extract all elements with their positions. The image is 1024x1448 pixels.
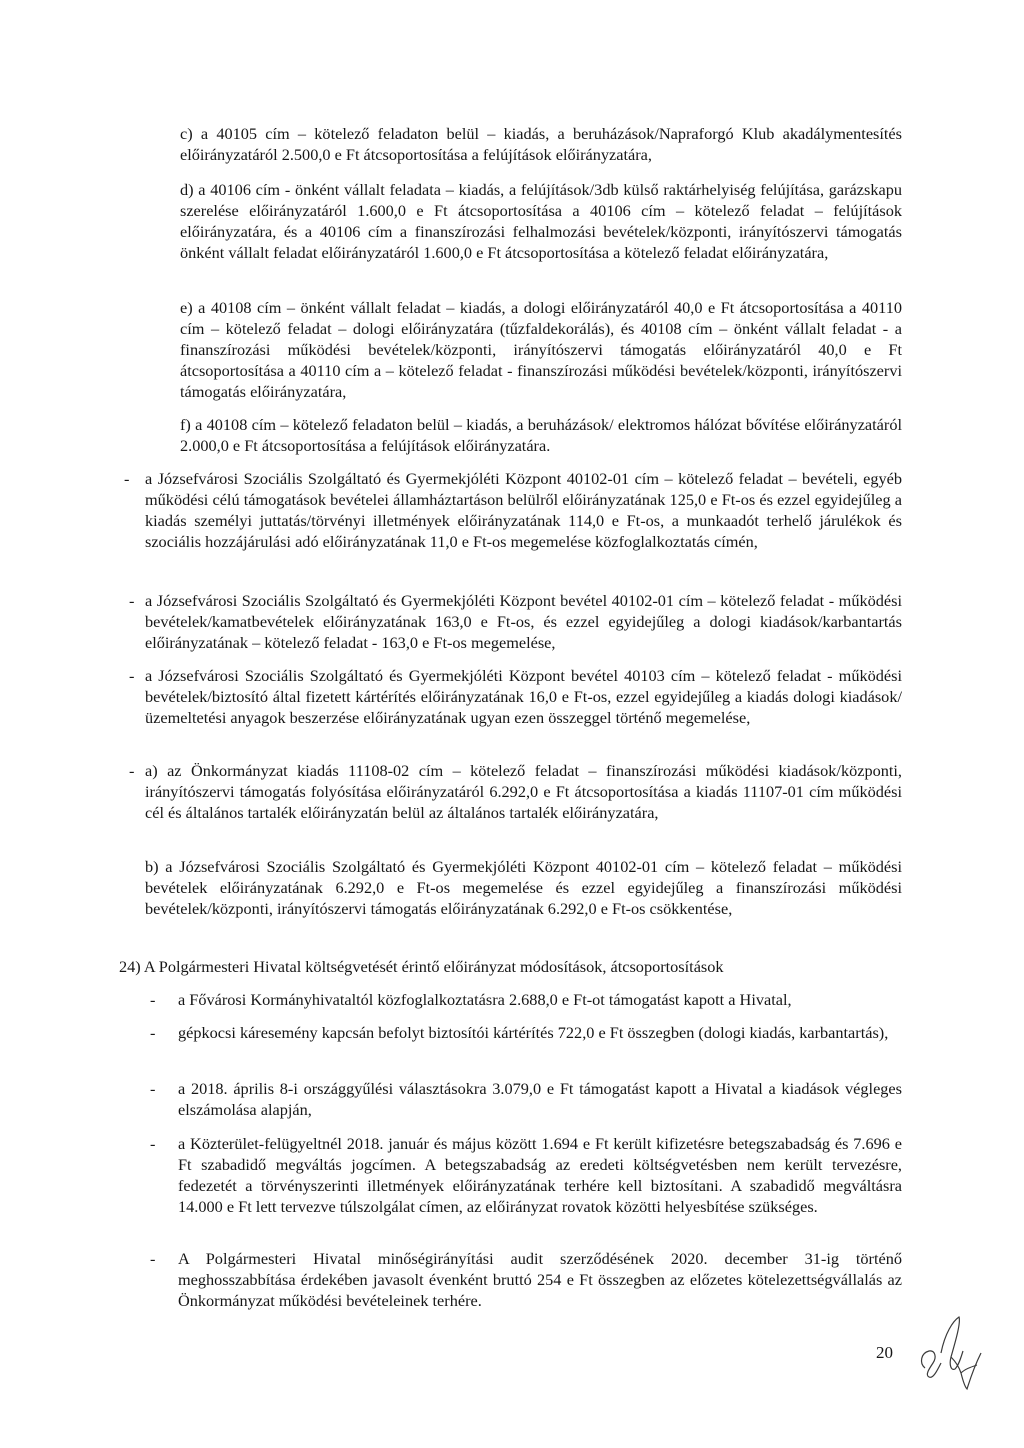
item-b: b) a Józsefvárosi Szociális Szolgáltató és Gyermekjóléti Központ 40102-01 cím – kötelező feladat – működési bevételek előirányzatának 6.292,0 e Ft-os megemelése és ezzel egyidejűleg a finanszírozási működési bevételek/központi, irányítószervi támogatás előirányzatának 6.292,0 e Ft-os csökkentése, [145,857,902,918]
bullet-item: a Józsefvárosi Szociális Szolgáltató és Gyermekjóléti Központ bevétel 40102-01 cím – kötelező feladat - működési bevételek/kamatbevételek előirányzatának 163,0 e Ft-os, és ezzel egyidejűleg a dologi kiadások/karbantartás előirányzatának – kötelező feladat - 163,0 e Ft-os megemelése, [145,591,902,652]
bullet-dash: - [150,1134,156,1153]
bullet-dash: - [150,1249,156,1268]
bullet-dash: - [129,591,135,610]
signature-icon [915,1313,987,1391]
item-c: c) a 40105 cím – kötelező feladaton belül – kiadás, a beruházások/Napraforgó Klub akadálymentesítés előirányzatáról 2.500,0 e Ft átcsoportosítása a felújítások előirányzatára, [180,124,902,164]
bullet-dash: - [150,1023,156,1042]
bullet-dash: - [150,990,156,1009]
item-d: d) a 40106 cím - önként vállalt feladata – kiadás, a felújítások/3db külső raktárhelyiség felújítása, garázskapu szerelése előirányzatáról 1.600,0 e Ft átcsoportosítása a 40106 cím – kötelező feladat – felújítások előirányzatára, és a 40106 cím a finanszírozási felhalmozási bevételek/központi, irányítószervi támogatás önként vállalt feladat előirányzatáról 1.600,0 e Ft átcsoportosítása a kötelező feladat előirányzatára, [180,180,902,262]
bullet-item: a Józsefvárosi Szociális Szolgáltató és Gyermekjóléti Központ 40102-01 cím – kötelező feladat – bevételi, egyéb működési célú támogatások bevételei államháztartáson belülről előirányzatának 125,0 e Ft-os és ezzel egyidejűleg a kiadás személyi juttatás/törvényi illetmények előirányzatának 114,0 e Ft-os, a munkaadót terhelő járulékok és szociális hozzájárulási adó előirányzatának 11,0 e Ft-os megemelése közfoglalkoztatás címén, [145,469,902,551]
bullet-item: gépkocsi káresemény kapcsán befolyt biztosítói kártérítés 722,0 e Ft összegben (dologi kiadás, karbantartás), [178,1023,889,1042]
bullet-item: A Polgármesteri Hivatal minőségirányítási audit szerződésének 2020. december 31-ig történő meghosszabbítása érdekében javasolt évenként bruttó 254 e Ft összegben az előzetes kötelezettségvállalás az Önkormányzat működési bevételeinek terhére. [178,1249,902,1310]
bullet-dash: - [150,1079,156,1098]
bullet-dash: - [124,469,130,488]
bullet-item: a) az Önkormányzat kiadás 11108-02 cím – kötelező feladat – finanszírozási működési kiadások/központi, irányítószervi támogatás folyósítása előirányzatáról 6.292,0 e Ft átcsoportosítása a kiadás 11107-01 cím működési cél és általános tartalék előirányzatán belül az általános tartalék előirányzatára, [145,761,902,822]
bullet-item: a 2018. április 8-i országgyűlési választásokra 3.079,0 e Ft támogatást kapott a Hivatal a kiadások végleges elszámolása alapján, [178,1079,902,1119]
bullet-item: a Józsefvárosi Szociális Szolgáltató és Gyermekjóléti Központ bevétel 40103 cím – kötelező feladat - működési bevételek/biztosító által fizetett kártérítés előirányzatának 16,0 e Ft-os, ezzel egyidejűleg a kiadás dologi kiadások/üzemeltetési anyagok beszerzése előirányzatának ugyan ezen összeggel történő megemelése, [145,666,902,727]
item-e: e) a 40108 cím – önként vállalt feladat – kiadás, a dologi előirányzatáról 40,0 e Ft átcsoportosítása a 40110 cím – kötelező feladat – dologi előirányzatára (tűzfaldekorálás), és 40108 cím – önként vállalt feladat - a finanszírozási működési bevételek/központi, irányítószervi támogatás előirányzatáról 40,0 e Ft átcsoportosítása a 40110 cím a – kötelező feladat - finanszírozási működési bevételek/központi, irányítószervi támogatás előirányzatára, [180,298,902,401]
item-f: f) a 40108 cím – kötelező feladaton belül – kiadás, a beruházások/ elektromos hálózat bővítése előirányzatáról 2.000,0 e Ft átcsoportosítása a felújítások előirányzatára. [180,415,902,455]
page-number: 20 [876,1343,893,1362]
section-heading: 24) A Polgármesteri Hivatal költségvetését érintő előirányzat módosítások, átcsoportosítások [119,957,724,976]
bullet-dash: - [129,761,135,780]
bullet-item: a Fővárosi Kormányhivataltól közfoglalkoztatásra 2.688,0 e Ft-ot támogatást kapott a Hivatal, [178,990,792,1009]
bullet-item: a Közterület-felügyeltnél 2018. január és május között 1.694 e Ft került kifizetésre betegszabadság és 7.696 e Ft szabadidő megváltás jogcímen. A betegszabadság az eredeti költségvetésben nem került tervezésre, fedezetét a törvényszerinti illetmények előirányzatának terhére kell biztosítani. A szabadidő megváltásra 14.000 e Ft lett tervezve túlszolgálat címen, az előirányzat rovatok közötti helyesbítése szükséges. [178,1134,902,1216]
bullet-dash: - [129,666,135,685]
